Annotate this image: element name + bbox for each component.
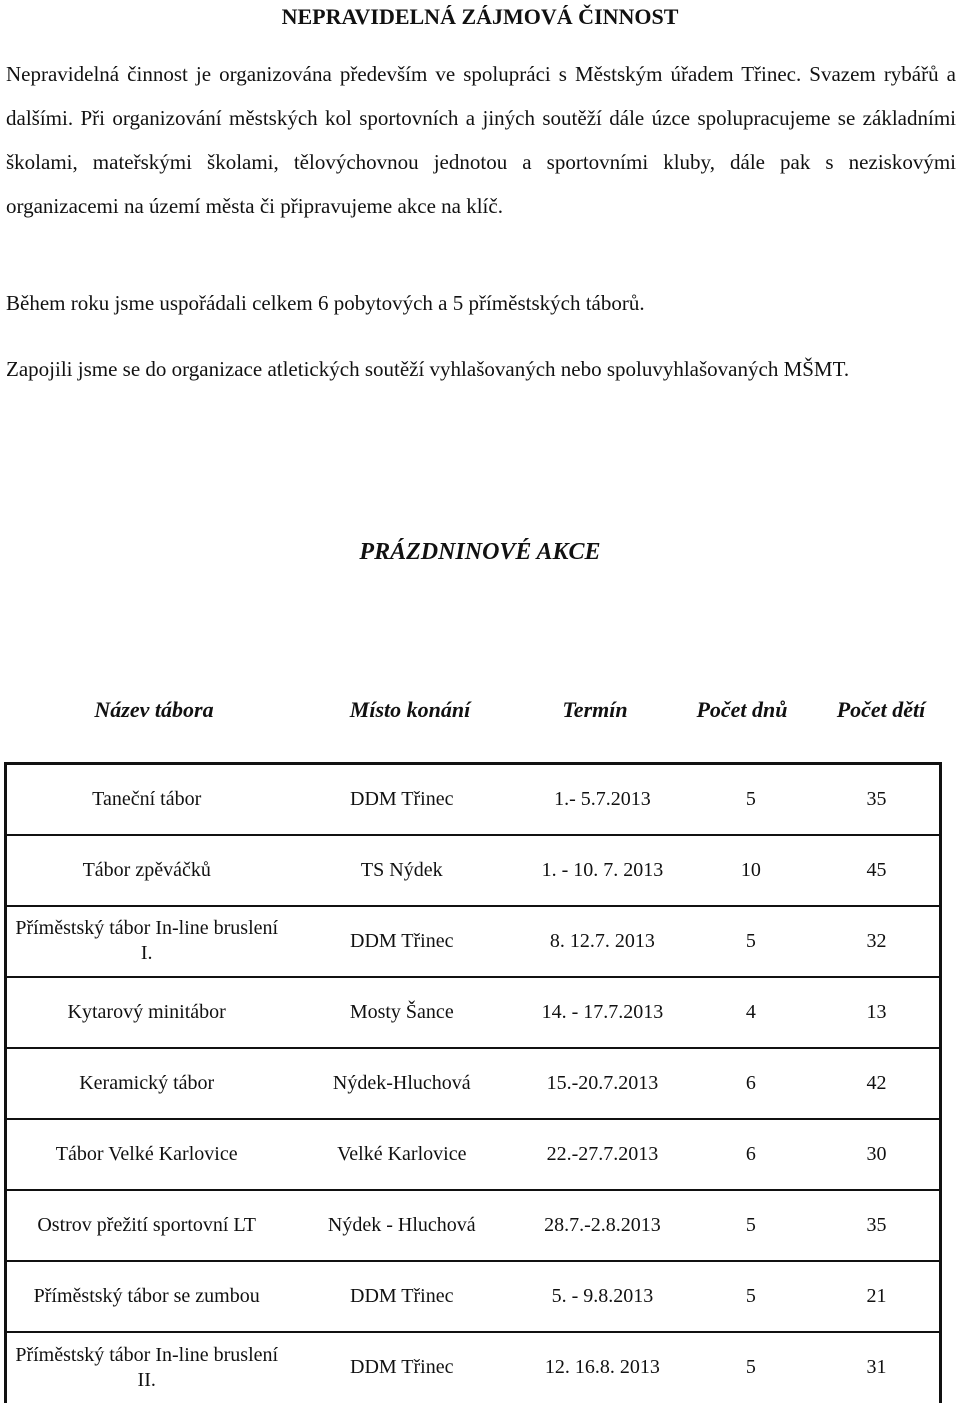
table-row [6, 1190, 941, 1261]
cell-camp-name: Tábor Velké Karlovice [6, 1119, 287, 1190]
cell-days: 5 [745, 1356, 756, 1378]
column-header-children: Počet dětí [836, 697, 926, 722]
column-header-location: Místo konání [349, 697, 471, 722]
cell-camp-name: Příměstský tábor se zumbou [6, 1261, 287, 1332]
camps-table [4, 762, 942, 1403]
intro-paragraph: Nepravidelná činnost je organizována především ve spolupráci s Městským úřadem Třinec. Svazem rybářů a dalšími. Při organizování městských kol sportovních a jiných soutěží dále úzce spolupracujeme se základními školami, mateřskými školami, tělovýchovnou jednotou a sportovními kluby, dále pak s neziskovými organizacemi na území města či připravujeme akce na klíč. [6, 62, 956, 218]
table-row [6, 764, 941, 835]
cell-children: 30 [814, 1119, 940, 1190]
cell-days: 10 [688, 835, 814, 906]
camps-summary-paragraph: Během roku jsme uspořádali celkem 6 pobytových a 5 příměstských táborů. [6, 291, 645, 315]
cell-days: 6 [688, 1048, 814, 1119]
cell-date: 28.7.-2.8.2013 [517, 1190, 688, 1261]
cell-location: Nýdek-Hluchová [286, 1048, 517, 1119]
cell-camp-name: Příměstský tábor In-line bruslení I. [6, 906, 287, 977]
cell-date: 14. - 17.7.2013 [517, 977, 688, 1048]
cell-children: 13 [814, 977, 940, 1048]
cell-days: 5 [688, 1190, 814, 1261]
cell-days: 5 [688, 1261, 814, 1332]
cell-camp-name: Kytarový minitábor [6, 977, 287, 1048]
table-row [6, 1048, 941, 1119]
page-heading: NEPRAVIDELNÁ ZÁJMOVÁ ČINNOST [281, 4, 679, 29]
section-title: PRÁZDNINOVÉ AKCE [359, 539, 601, 565]
cell-date: 5. - 9.8.2013 [517, 1261, 688, 1332]
cell-location: Velké Karlovice [286, 1119, 517, 1190]
cell-children: 21 [814, 1261, 940, 1332]
cell-date: 22.-27.7.2013 [517, 1119, 688, 1190]
cell-camp-name: Ostrov přežití sportovní LT [6, 1190, 287, 1261]
table-row [6, 835, 941, 906]
cell-days: 5 [688, 906, 814, 977]
cell-location: DDM Třinec [286, 906, 517, 977]
table-row [6, 1261, 941, 1332]
cell-days: 5 [688, 764, 814, 835]
table-row [6, 906, 941, 977]
cell-location: DDM Třinec [350, 1356, 454, 1378]
cell-date: 1.- 5.7.2013 [517, 764, 688, 835]
cell-location: DDM Třinec [286, 1261, 517, 1332]
table-row [6, 1119, 941, 1190]
cell-days: 6 [688, 1119, 814, 1190]
cell-days: 4 [688, 977, 814, 1048]
column-header-camp-name: Název tábora [94, 697, 214, 722]
cell-location: DDM Třinec [286, 764, 517, 835]
cell-camp-name: Keramický tábor [6, 1048, 287, 1119]
cell-children: 35 [814, 1190, 940, 1261]
cell-location: TS Nýdek [286, 835, 517, 906]
cell-location: Mosty Šance [286, 977, 517, 1048]
cell-children: 32 [814, 906, 940, 977]
table-row [6, 1332, 941, 1403]
column-header-date: Termín [562, 697, 628, 722]
cell-children: 35 [814, 764, 940, 835]
cell-children: 42 [814, 1048, 940, 1119]
cell-camp-name: Tábor zpěváčků [6, 835, 287, 906]
column-header-days: Počet dnů [696, 697, 788, 722]
cell-date: 8. 12.7. 2013 [517, 906, 688, 977]
table-row [6, 977, 941, 1048]
athletics-paragraph: Zapojili jsme se do organizace atletických soutěží vyhlašovaných nebo spoluvyhlašovaných MŠMT. [6, 357, 850, 381]
cell-camp-name: Taneční tábor [6, 764, 287, 835]
cell-location: Nýdek - Hluchová [286, 1190, 517, 1261]
cell-date: 1. - 10. 7. 2013 [517, 835, 688, 906]
cell-camp-name: Příměstský tábor In-line bruslení II. [15, 1343, 279, 1391]
cell-date: 15.-20.7.2013 [517, 1048, 688, 1119]
cell-children: 31 [866, 1356, 887, 1378]
cell-date: 12. 16.8. 2013 [544, 1356, 660, 1378]
cell-children: 45 [814, 835, 940, 906]
